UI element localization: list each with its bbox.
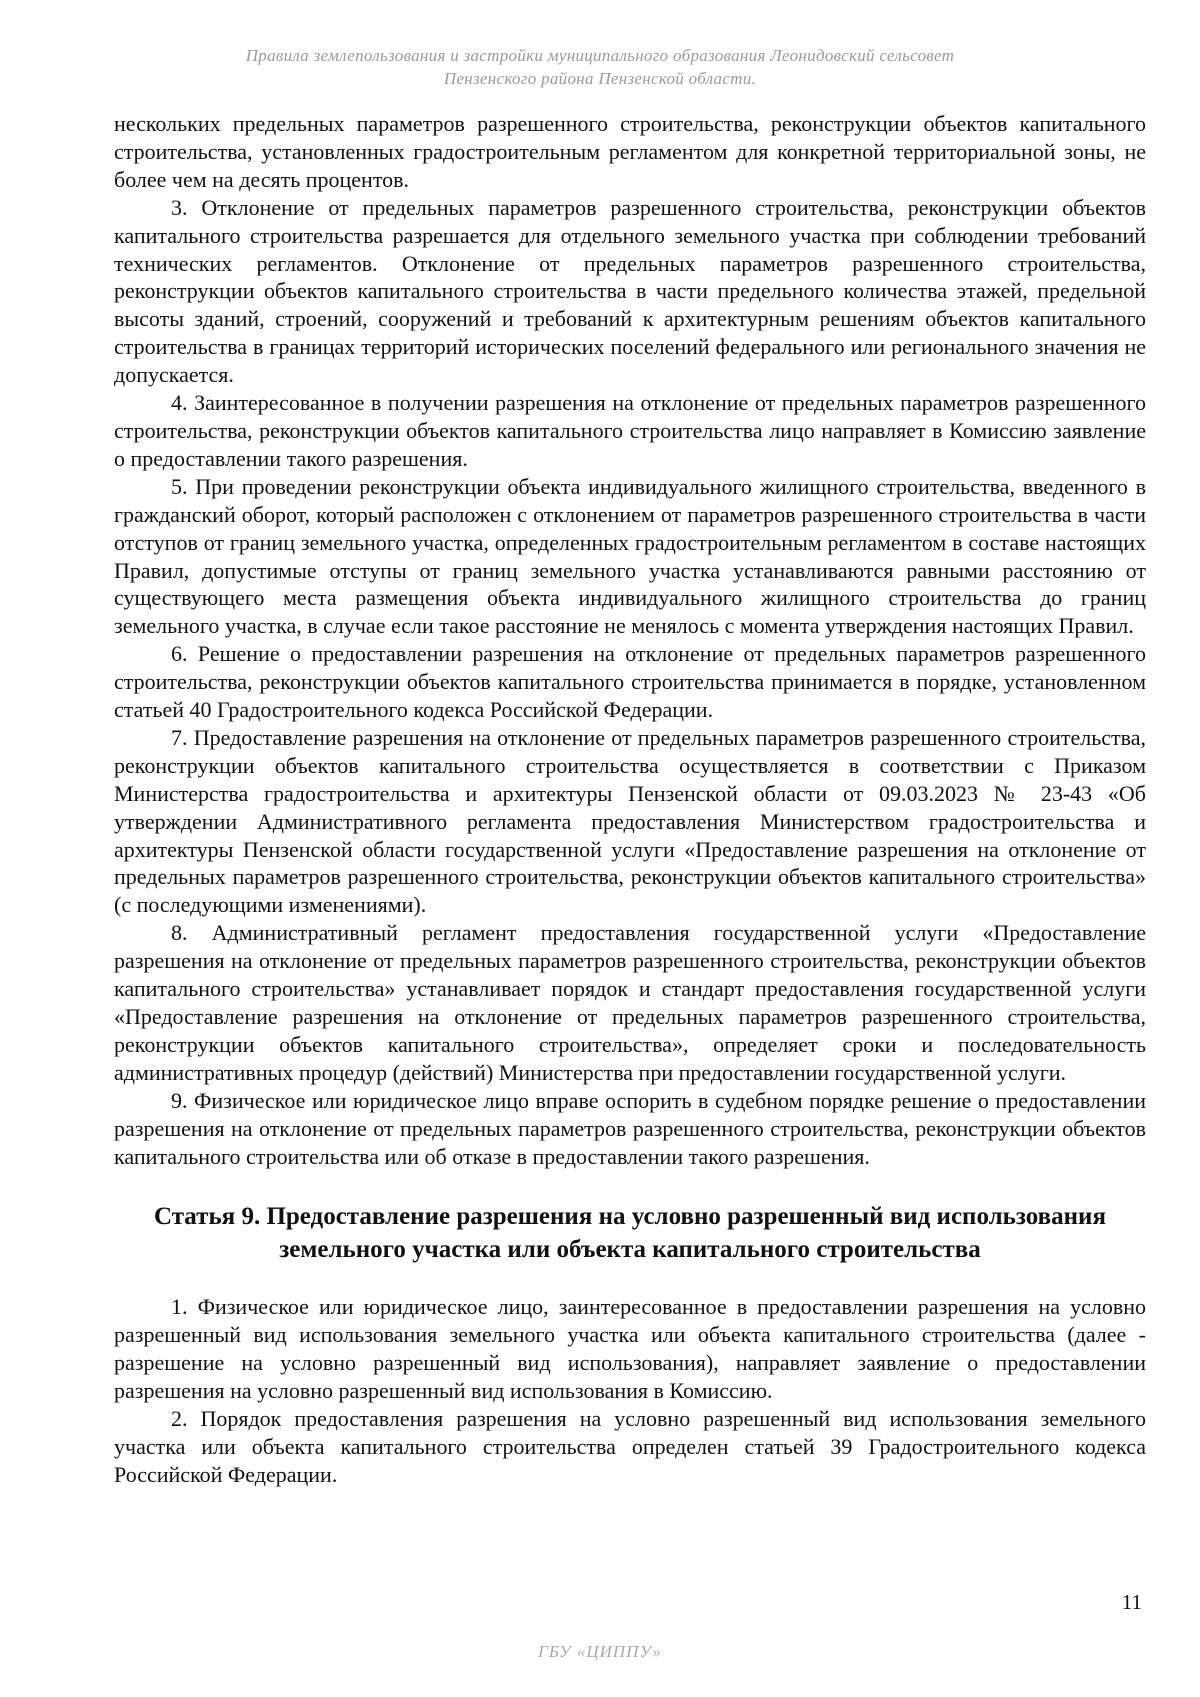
paragraph-continued: нескольких предельных параметров разрешенного строительства, реконструкции объектов капитального строительства, установленных градостроительным регламентом для конкретной территориальной зоны, не более чем на десять процентов. bbox=[114, 111, 1146, 192]
page-number: 11 bbox=[1121, 1590, 1142, 1614]
running-header-line-1: Правила землепользования и застройки муниципального образования Леонидовский сельсовет bbox=[245, 46, 955, 65]
paragraph-6: 6. Решение о предоставлении разрешения на отклонение от предельных параметров разрешенного строительства, реконструкции объектов капитального строительства принимается в порядке, установленном статьей 40 Градостроительного кодекса Российской Федерации. bbox=[114, 641, 1146, 723]
paragraph-3: 3. Отклонение от предельных параметров разрешенного строительства, реконструкции объектов капитального строительства разрешается для отдельного земельного участка при соблюдении требований технических регламентов. Отклонение от предельных параметров разрешенного строительства, реконструкции объектов капитального строительства в части предельного количества этажей, предельной высоты зданий, строений, сооружений и требований к архитектурным решениям объектов капитального строительства в границах территорий исторических поселений федерального или регионального значения не допускается. bbox=[114, 194, 1146, 388]
paragraph-7: 7. Предоставление разрешения на отклонение от предельных параметров разрешенного строительства, реконструкции объектов капитального строительства осуществляется в соответствии с Приказом Министерства градостроительства и архитектуры Пензенской области от 09.03.2023 № 23-43 «Об утверждении Административного регламента предоставления Министерством градостроительства и архитектуры Пензенской области государственной услуги «Предоставление разрешения на отклонение от предельных параметров разрешенного строительства, реконструкции объектов капитального строительства» (с последующими изменениями). bbox=[114, 724, 1146, 918]
running-header bbox=[160, 44, 1040, 90]
paragraph-4: 4. Заинтересованное в получении разрешения на отклонение от предельных параметров разрешенного строительства, реконструкции объектов капитального строительства лицо направляет в Комиссию заявление о предоставлении такого разрешения. bbox=[114, 390, 1146, 471]
article-9-paragraph-2: 2. Порядок предоставления разрешения на условно разрешенный вид использования земельного участка или объекта капитального строительства определен статьей 39 Градостроительного кодекса Российской Федерации. bbox=[114, 1406, 1146, 1487]
document-body bbox=[114, 110, 1146, 1489]
article-9-paragraph-1: 1. Физическое или юридическое лицо, заинтересованное в предоставлении разрешения на условно разрешенный вид использования земельного участка или объекта капитального строительства (далее - разрешение на условно разрешенный вид использования), направляет заявление о предоставлении разрешения на условно разрешенный вид использования в Комиссию. bbox=[114, 1294, 1146, 1404]
paragraph-5: 5. При проведении реконструкции объекта индивидуального жилищного строительства, введенного в гражданский оборот, который расположен с отклонением от параметров разрешенного строительства в части отступов от границ земельного участка, определенных градостроительным регламентом в составе настоящих Правил, допустимые отступы от границ земельного участка устанавливаются равными расстоянию от существующего места размещения объекта индивидуального жилищного строительства до границ земельного участка, в случае если такое расстояние не менялось с момента утверждения настоящих Правил. bbox=[114, 473, 1146, 639]
running-header-line-2: Пензенского района Пензенской области. bbox=[443, 69, 757, 88]
article-9-heading: Статья 9. Предоставление разрешения на условно разрешенный вид использования земельного участка или объекта капитального строительства bbox=[154, 1203, 1106, 1264]
running-footer: ГБУ «ЦИППУ» bbox=[538, 1642, 662, 1661]
paragraph-8: 8. Административный регламент предоставления государственной услуги «Предоставление разрешения на отклонение от предельных параметров разрешенного строительства, реконструкции объектов капитального строительства» устанавливает порядок и стандарт предоставления государственной услуги «Предоставление разрешения на отклонение от предельных параметров разрешенного строительства, реконструкции объектов капитального строительства», определяет сроки и последовательность административных процедур (действий) Министерства при предоставлении государственной услуги. bbox=[114, 920, 1146, 1085]
paragraph-9: 9. Физическое или юридическое лицо вправе оспорить в судебном порядке решение о предоставлении разрешения на отклонение от предельных параметров разрешенного строительства, реконструкции объектов капитального строительства или об отказе в предоставлении такого разрешения. bbox=[114, 1087, 1146, 1169]
